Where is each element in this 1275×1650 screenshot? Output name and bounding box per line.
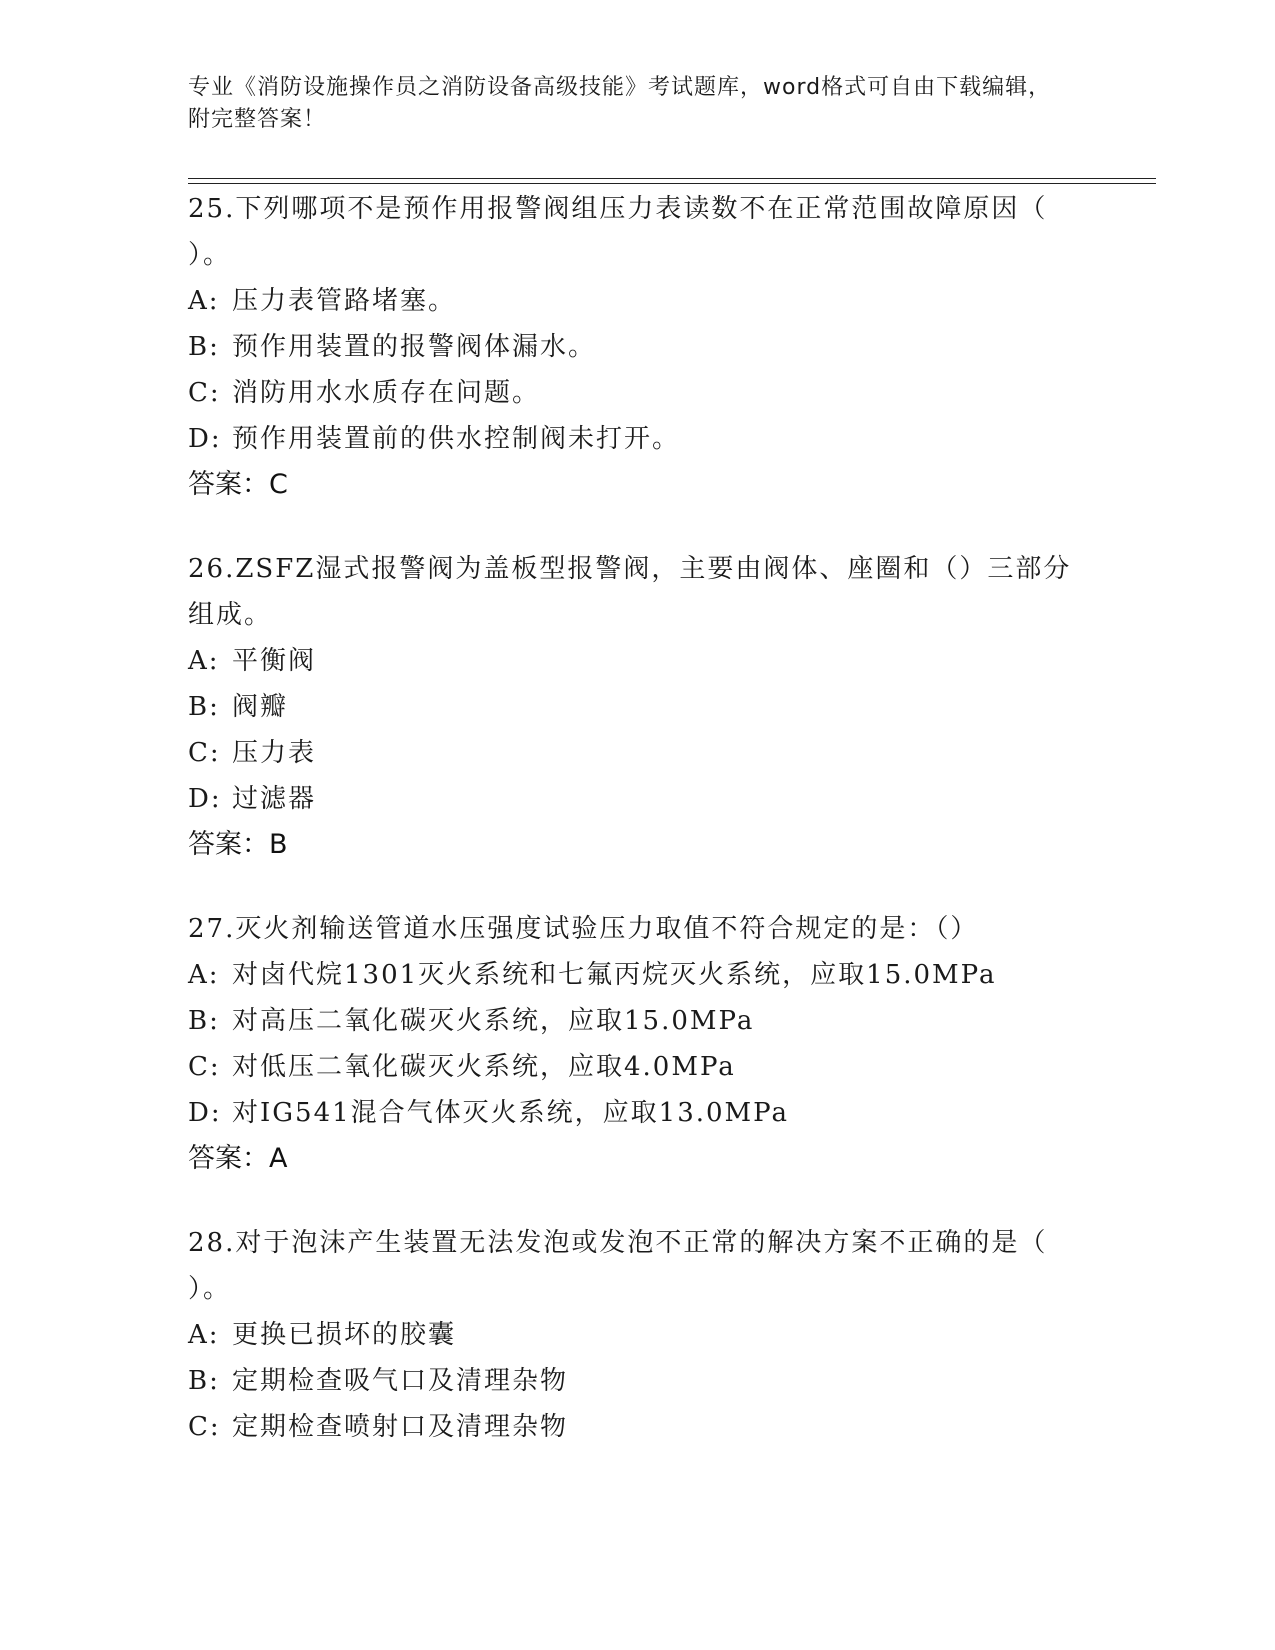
option-a (188, 1312, 1088, 1358)
question-stem: 27.灭火剂输送管道水压强度试验压力取值不符合规定的是：（） (188, 914, 979, 944)
option-key: C: (188, 738, 221, 768)
option-key: B: (188, 332, 220, 362)
question-26 (188, 546, 1088, 868)
page-header: 专业《消防设施操作员之消防设备高级技能》考试题库，word格式可自由下载编辑，附完整答案！ (188, 75, 1052, 132)
option-b (188, 684, 1088, 730)
question-25 (188, 186, 1088, 508)
option-text: 平衡阀 (232, 646, 317, 676)
option-c (188, 730, 1088, 776)
option-text: 对IG541混合气体灭火系统，应取13.0MPa (232, 1098, 790, 1128)
answer-label: 答案：A (188, 1143, 288, 1174)
option-key: A: (188, 286, 220, 316)
option-key: B: (188, 692, 220, 722)
question-27 (188, 906, 1088, 1182)
option-text: 对卤代烷1301灭火系统和七氟丙烷灭火系统，应取15.0MPa (232, 960, 997, 990)
option-a (188, 638, 1088, 684)
option-a (188, 278, 1088, 324)
option-b (188, 998, 1088, 1044)
option-text: 预作用装置前的供水控制阀未打开。 (232, 424, 681, 454)
option-key: D: (188, 1098, 222, 1128)
option-text: 消防用水水质存在问题。 (232, 378, 541, 408)
option-text: 对低压二氧化碳灭火系统，应取4.0MPa (232, 1052, 736, 1082)
option-text: 阀瓣 (232, 692, 289, 722)
option-text: 定期检查吸气口及清理杂物 (232, 1366, 569, 1396)
option-key: A: (188, 1320, 220, 1350)
option-key: A: (188, 960, 220, 990)
header-divider-bottom (188, 183, 1156, 184)
question-stem: 28.对于泡沫产生装置无法发泡或发泡不正常的解决方案不正确的是（ ）。 (188, 1228, 1048, 1304)
option-d (188, 416, 1088, 462)
answer-label: 答案：B (188, 829, 288, 860)
option-a (188, 952, 1088, 998)
option-d (188, 1090, 1088, 1136)
option-b (188, 1358, 1088, 1404)
option-text: 过滤器 (232, 784, 317, 814)
option-key: C: (188, 1052, 221, 1082)
option-key: B: (188, 1366, 220, 1396)
option-text: 预作用装置的报警阀体漏水。 (232, 332, 597, 362)
option-key: D: (188, 784, 222, 814)
question-stem: 25.下列哪项不是预作用报警阀组压力表读数不在正常范围故障原因（ ）。 (188, 194, 1048, 270)
option-key: D: (188, 424, 222, 454)
option-b (188, 324, 1088, 370)
option-key: B: (188, 1006, 220, 1036)
option-text: 对高压二氧化碳灭火系统，应取15.0MPa (232, 1006, 755, 1036)
option-c (188, 370, 1088, 416)
option-key: C: (188, 378, 221, 408)
option-text: 更换已损坏的胶囊 (232, 1320, 457, 1350)
option-text: 压力表 (232, 738, 317, 768)
option-d (188, 776, 1088, 822)
header-divider-top (188, 178, 1156, 179)
question-stem: 26.ZSFZ湿式报警阀为盖板型报警阀，主要由阀体、座圈和（）三部分组成。 (188, 554, 1072, 630)
option-c (188, 1404, 1088, 1450)
option-text: 定期检查喷射口及清理杂物 (232, 1412, 569, 1442)
option-key: C: (188, 1412, 221, 1442)
answer-label: 答案：C (188, 469, 288, 500)
question-28 (188, 1220, 1088, 1450)
option-c (188, 1044, 1088, 1090)
option-text: 压力表管路堵塞。 (232, 286, 457, 316)
option-key: A: (188, 646, 220, 676)
